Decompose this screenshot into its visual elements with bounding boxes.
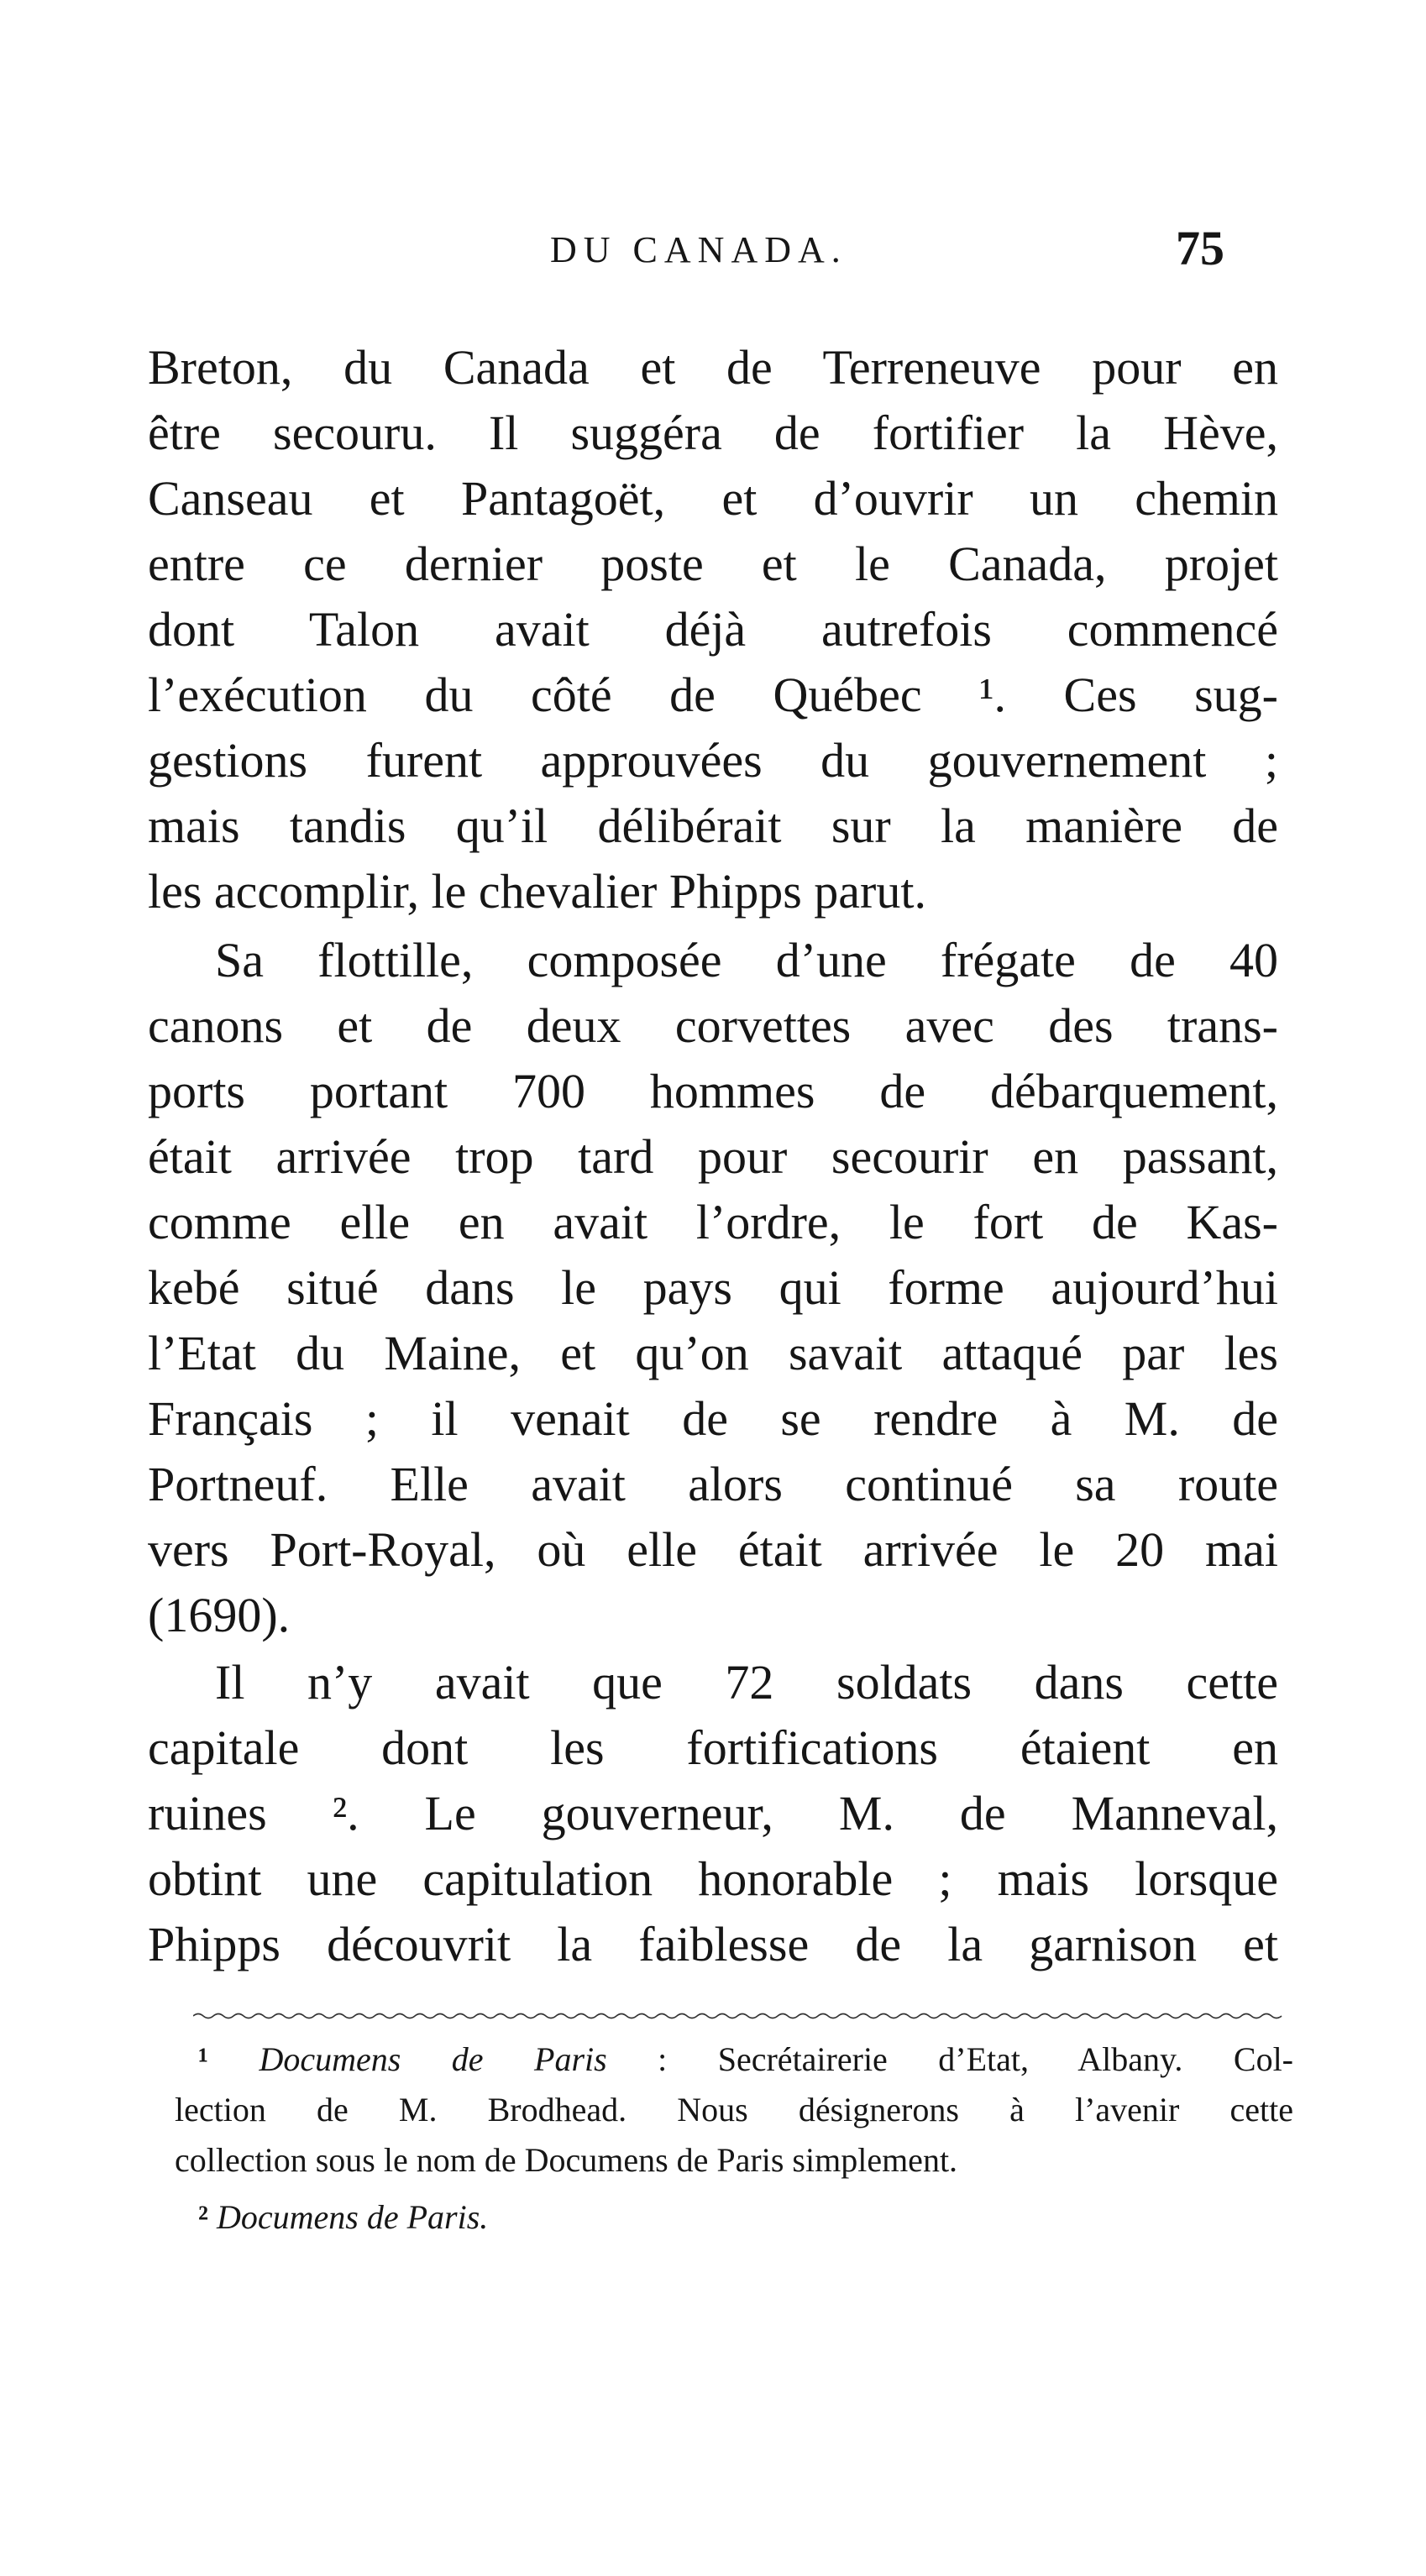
- footnote-2: [198, 2193, 1293, 2242]
- footnote-1: [198, 2035, 1293, 2084]
- text-line: mais tandis qu’il délibérait sur la manière de: [148, 798, 1278, 853]
- footnote-source: Documens de Paris.: [217, 2198, 489, 2236]
- text-line: canons et de deux corvettes avec des trans-: [148, 998, 1278, 1053]
- footnote-line: lection de M. Brodhead. Nous désignerons à l’avenir cette: [175, 2091, 1293, 2128]
- footnote-line: collection sous le nom de Documens de Paris simplement.: [175, 2141, 958, 2179]
- text-line: Français ; il venait de se rendre à M. de: [148, 1391, 1278, 1446]
- text-line: ports portant 700 hommes de débarquement,: [148, 1064, 1278, 1118]
- text-line: les accomplir, le chevalier Phipps parut.: [148, 864, 926, 919]
- text-line: Sa flottille, composée d’une frégate de 40: [215, 933, 1278, 987]
- running-head: [0, 220, 1426, 287]
- text-line: capitale dont les fortifications étaient en: [148, 1720, 1278, 1775]
- text-line: l’exécution du côté de Québec ¹. Ces sug-: [148, 668, 1278, 722]
- text-line: Canseau et Pantagoët, et d’ouvrir un chemin: [148, 471, 1278, 526]
- text-line: Il n’y avait que 72 soldats dans cette: [215, 1655, 1278, 1709]
- text-line: Phipps découvrit la faiblesse de la garnison et: [148, 1917, 1278, 1971]
- text-line: Breton, du Canada et de Terreneuve pour en: [148, 340, 1278, 395]
- text-line: dont Talon avait déjà autrefois commencé: [148, 602, 1278, 657]
- footnote-marker: ¹: [198, 2040, 208, 2078]
- text-line: gestions furent approuvées du gouvernement ;: [148, 733, 1278, 788]
- text-line: vers Port-Royal, où elle était arrivée le 20 mai: [148, 1522, 1278, 1577]
- text-line: l’Etat du Maine, et qu’on savait attaqué par les: [148, 1326, 1278, 1380]
- footnote-separator: [193, 2012, 1285, 2020]
- text-line: Portneuf. Elle avait alors continué sa route: [148, 1457, 1278, 1511]
- footnote-text: : Secrétairerie d’Etat, Albany. Col-: [658, 2040, 1294, 2078]
- text-line: était arrivée trop tard pour secourir en passant,: [148, 1129, 1278, 1184]
- footnote-source: Documens de Paris: [259, 2040, 607, 2078]
- text-line: kebé situé dans le pays qui forme aujourd’hui: [148, 1260, 1278, 1315]
- text-line: ruines ². Le gouverneur, M. de Manneval,: [148, 1786, 1278, 1840]
- text-line: comme elle en avait l’ordre, le fort de Kas-: [148, 1195, 1278, 1249]
- text-line: obtint une capitulation honorable ; mais lorsque: [148, 1851, 1278, 1906]
- page-number: 75: [1176, 221, 1224, 275]
- footnote-marker: ²: [198, 2198, 208, 2236]
- text-line: être secouru. Il suggéra de fortifier la Hève,: [148, 406, 1278, 460]
- text-line: (1690).: [148, 1588, 291, 1642]
- running-title: DU CANADA.: [550, 229, 847, 270]
- text-line: entre ce dernier poste et le Canada, projet: [148, 537, 1278, 591]
